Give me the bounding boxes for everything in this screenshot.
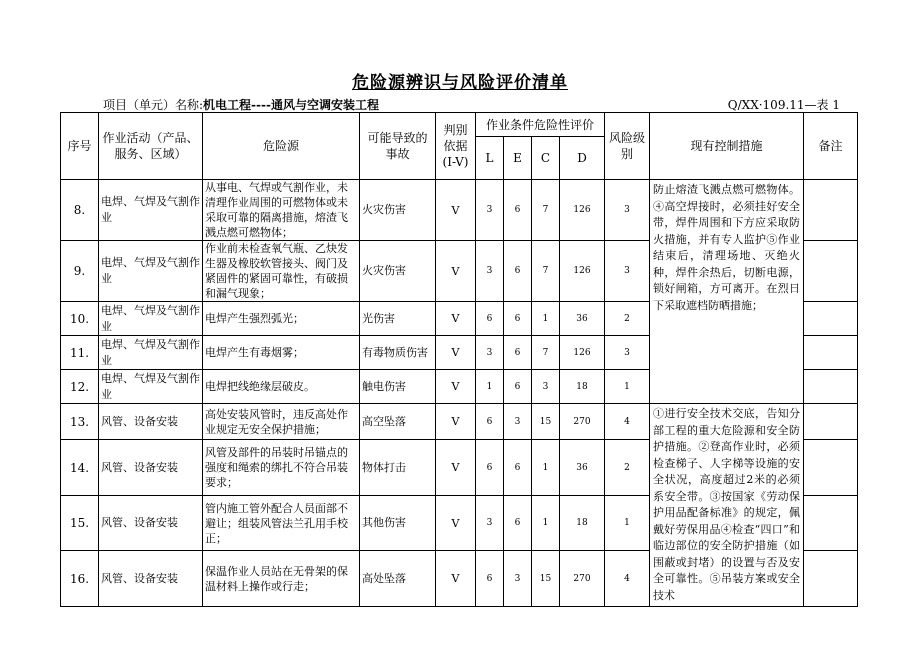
cell-basis: V [436,551,476,607]
cell-basis: V [436,440,476,496]
cell-D: 18 [560,370,605,404]
header-activity: 作业活动（产品、服务、区域） [99,113,203,180]
header-L: L [476,137,504,180]
cell-hazard: 从事电、气焊或气割作业，未清理作业周围的可燃物体或未采取可靠的隔离措施，熔渣飞溅点燃可燃物体； [203,180,360,241]
cell-remark [804,241,858,302]
cell-remark [804,336,858,370]
cell-C: 1 [532,302,560,336]
header-level: 风险级别 [605,113,650,180]
cell-L: 6 [476,404,504,440]
cell-hazard: 管内施工管外配合人员面部不避让；组装风管法兰孔用手校正； [203,495,360,551]
cell-remark [804,302,858,336]
cell-level: 4 [605,404,650,440]
cell-C: 7 [532,336,560,370]
control-measures-1: 防止熔渣飞溅点燃可燃物体。④高空焊接时，必须挂好安全带，焊件周围和下方应采取防火措施，并有专人监护⑤作业结束后，清理场地、灭绝火种，焊件余热后，切断电源，锁好闸箱，方可离开。在烈日下采取遮档防晒措施； [650,180,804,404]
cell-hazard: 电焊把线绝缘层破皮。 [203,370,360,404]
cell-activity: 电焊、气焊及气割作业 [99,370,203,404]
cell-remark [804,370,858,404]
cell-D: 18 [560,495,605,551]
cell-hazard: 风管及部件的吊装时吊锚点的强度和绳索的绑扎不符合吊装要求； [203,440,360,496]
cell-basis: V [436,336,476,370]
header-accident: 可能导致的事故 [360,113,436,180]
cell-seq: 9. [61,241,99,302]
cell-remark [804,404,858,440]
cell-E: 6 [504,370,532,404]
cell-E: 6 [504,495,532,551]
cell-hazard: 保温作业人员站在无骨架的保温材料上操作或行走； [203,551,360,607]
cell-basis: V [436,495,476,551]
cell-L: 3 [476,241,504,302]
table-row [61,404,858,440]
control-measures-2: ①进行安全技术交底，告知分部工程的重大危险源和安全防护措施。②登高作业时，必须检查梯子、人字梯等设施的安全状况，高度超过2米的必须系安全带。③按国家《劳动保护用品配备标准》的规定，佩戴好劳保用品④检查“四口”和临边部位的安全防护措施（如围蔽或封堵）的设置与否及安全可靠性。⑤吊装方案或安全技术 [650,404,804,607]
header-risk-eval: 作业条件危险性评价 [476,113,605,137]
cell-C: 1 [532,495,560,551]
cell-remark [804,551,858,607]
header-remark: 备注 [804,113,858,180]
cell-hazard: 电焊产生有毒烟雾； [203,336,360,370]
table-row [61,180,858,241]
cell-seq: 11. [61,336,99,370]
cell-remark [804,440,858,496]
cell-seq: 12. [61,370,99,404]
cell-accident: 触电伤害 [360,370,436,404]
cell-basis: V [436,404,476,440]
cell-C: 15 [532,551,560,607]
cell-E: 6 [504,302,532,336]
header-seq: 序号 [61,113,99,180]
cell-basis: V [436,302,476,336]
cell-activity: 风管、设备安装 [99,551,203,607]
cell-level: 1 [605,370,650,404]
cell-seq: 13. [61,404,99,440]
cell-L: 3 [476,336,504,370]
header-hazard: 危险源 [203,113,360,180]
cell-E: 6 [504,336,532,370]
cell-D: 270 [560,404,605,440]
cell-L: 6 [476,302,504,336]
header-E: E [504,137,532,180]
cell-seq: 14. [61,440,99,496]
cell-activity: 电焊、气焊及气割作业 [99,241,203,302]
cell-seq: 10. [61,302,99,336]
cell-hazard: 作业前未检查氧气瓶、乙炔发生器及橡胶软管接头、阀门及紧固件的紧固可靠性，有破损和漏气现象； [203,241,360,302]
cell-accident: 高处坠落 [360,551,436,607]
cell-E: 6 [504,440,532,496]
cell-level: 2 [605,440,650,496]
cell-D: 36 [560,440,605,496]
header-C: C [532,137,560,180]
cell-L: 6 [476,440,504,496]
cell-D: 126 [560,180,605,241]
cell-activity: 电焊、气焊及气割作业 [99,336,203,370]
cell-accident: 有毒物质伤害 [360,336,436,370]
risk-table [60,112,858,607]
header-control: 现有控制措施 [650,113,804,180]
cell-activity: 风管、设备安装 [99,440,203,496]
cell-D: 36 [560,302,605,336]
cell-level: 3 [605,241,650,302]
cell-level: 2 [605,302,650,336]
cell-level: 1 [605,495,650,551]
cell-remark [804,495,858,551]
cell-accident: 光伤害 [360,302,436,336]
cell-level: 3 [605,336,650,370]
cell-hazard: 电焊产生强烈弧光； [203,302,360,336]
project-name [103,96,379,113]
doc-code: Q/XX·109.11—表 1 [727,98,840,112]
cell-level: 4 [605,551,650,607]
cell-accident: 火灾伤害 [360,180,436,241]
cell-accident: 高空坠落 [360,404,436,440]
cell-C: 7 [532,241,560,302]
project-name-value: 机电工程----通风与空调安装工程 [203,98,379,112]
cell-C: 7 [532,180,560,241]
page-title: 危险源辨识与风险评价清单 [352,73,568,93]
cell-level: 3 [605,180,650,241]
cell-seq: 8. [61,180,99,241]
cell-accident: 物体打击 [360,440,436,496]
cell-basis: V [436,180,476,241]
cell-seq: 15. [61,495,99,551]
cell-L: 1 [476,370,504,404]
cell-C: 3 [532,370,560,404]
cell-accident: 火灾伤害 [360,241,436,302]
cell-E: 3 [504,404,532,440]
cell-basis: V [436,370,476,404]
cell-seq: 16. [61,551,99,607]
cell-D: 126 [560,336,605,370]
cell-remark [804,180,858,241]
cell-E: 3 [504,551,532,607]
header-D: D [560,137,605,180]
cell-accident: 其他伤害 [360,495,436,551]
project-label: 项目（单元）名称: [103,98,204,112]
cell-D: 270 [560,551,605,607]
cell-D: 126 [560,241,605,302]
cell-activity: 电焊、气焊及气割作业 [99,180,203,241]
cell-L: 3 [476,180,504,241]
cell-basis: V [436,241,476,302]
cell-activity: 风管、设备安装 [99,495,203,551]
cell-activity: 电焊、气焊及气割作业 [99,302,203,336]
cell-L: 6 [476,551,504,607]
cell-hazard: 高处安装风管时，违反高处作业规定无安全保护措施； [203,404,360,440]
cell-E: 6 [504,180,532,241]
cell-activity: 风管、设备安装 [99,404,203,440]
cell-E: 6 [504,241,532,302]
cell-C: 15 [532,404,560,440]
cell-C: 1 [532,440,560,496]
cell-L: 3 [476,495,504,551]
header-basis: 判别依据(I-V) [436,113,476,180]
